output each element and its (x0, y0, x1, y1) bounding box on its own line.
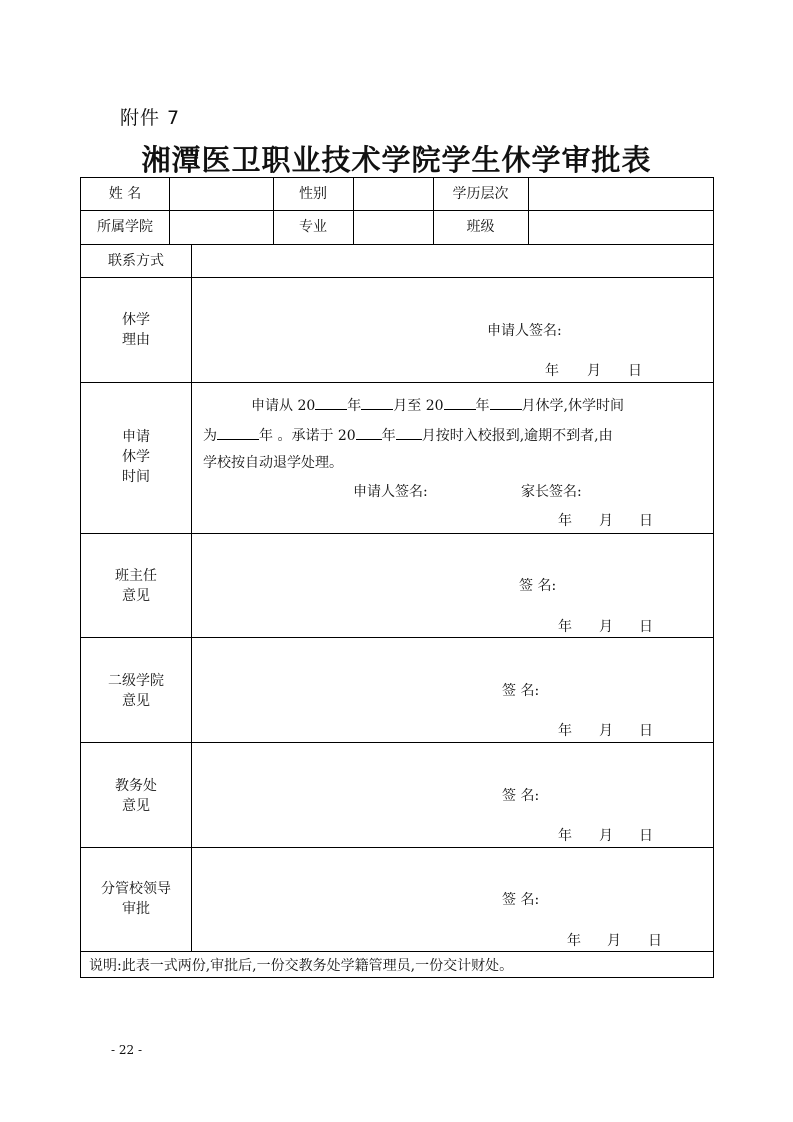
date-year-label: 年 (545, 363, 559, 379)
date-year-label: 年 (558, 619, 572, 635)
date-month-label: 月 (607, 933, 621, 949)
leader-approval-label: 审批 (122, 901, 150, 917)
head-teacher-label: 班主任 (115, 568, 157, 584)
major-label: 专业 (299, 219, 327, 235)
date-month-label: 月 (599, 513, 613, 529)
approval-form-table (80, 177, 714, 978)
sentence-part: 年 (347, 398, 362, 414)
row-divider (81, 210, 713, 211)
date-day-label: 日 (639, 723, 653, 739)
contact-label: 联系方式 (108, 253, 164, 269)
date-month-label: 月 (599, 619, 613, 635)
date-year-label: 年 (558, 723, 572, 739)
college-opinion-label: 意见 (122, 693, 150, 709)
sentence-part: 年 (475, 398, 490, 414)
month-blank[interactable] (396, 425, 422, 440)
signature-label: 签 名: (519, 578, 557, 594)
form-note: 说明:此表一式两份,审批后,一份交教务处学籍管理员,一份交计财处。 (89, 958, 514, 974)
row-divider (81, 244, 713, 245)
name-label: 姓 名 (108, 186, 142, 202)
col-divider (191, 244, 192, 951)
col-divider (353, 178, 354, 244)
year-blank[interactable] (444, 395, 476, 410)
month-blank[interactable] (361, 395, 393, 410)
date-day-label: 日 (639, 619, 653, 635)
date-month-label: 月 (587, 363, 601, 379)
sentence-part: 月按时入校报到,逾期不到者,由 (421, 428, 613, 444)
row-divider (81, 951, 713, 952)
academic-office-label: 意见 (122, 798, 150, 814)
college-opinion-label: 二级学院 (108, 673, 164, 689)
signature-label: 签 名: (502, 683, 540, 699)
head-teacher-label: 意见 (122, 588, 150, 604)
year-blank[interactable] (356, 425, 382, 440)
time-label: 申请 (122, 429, 150, 445)
parent-signature-label: 家长签名: (521, 484, 582, 500)
gender-label: 性别 (299, 186, 327, 202)
form-title: 湘潭医卫职业技术学院学生休学审批表 (141, 143, 652, 177)
leave-period-sentence (251, 395, 624, 414)
page-number: - 22 - (110, 1043, 142, 1057)
month-blank[interactable] (490, 395, 522, 410)
row-divider (81, 277, 713, 278)
date-year-label: 年 (567, 933, 581, 949)
duration-blank[interactable] (217, 425, 259, 440)
sentence-part: 申请从 20 (251, 398, 316, 414)
sentence-part: 年 。承诺于 20 (259, 428, 356, 444)
sentence-part: 年 (381, 428, 396, 444)
leader-approval-label: 分管校领导 (101, 881, 171, 897)
attachment-label: 附件 7 (120, 107, 181, 129)
date-month-label: 月 (599, 828, 613, 844)
education-level-label: 学历层次 (452, 186, 509, 202)
sentence-part: 月至 20 (393, 398, 444, 414)
row-divider (81, 637, 713, 638)
return-promise-sentence (203, 425, 613, 444)
col-divider (528, 178, 529, 244)
row-divider (81, 533, 713, 534)
date-day-label: 日 (628, 363, 642, 379)
row-divider (81, 847, 713, 848)
reason-label: 理由 (122, 332, 150, 348)
auto-withdrawal-note: 学校按自动退学处理。 (203, 455, 343, 471)
date-year-label: 年 (558, 513, 572, 529)
academic-office-label: 教务处 (115, 778, 157, 794)
class-label: 班级 (466, 219, 495, 235)
col-divider (169, 178, 170, 244)
time-label: 时间 (122, 469, 150, 485)
college-label: 所属学院 (97, 219, 153, 235)
year-blank[interactable] (315, 395, 347, 410)
sentence-part: 月休学,休学时间 (521, 398, 624, 414)
date-year-label: 年 (558, 828, 572, 844)
applicant-signature-label: 申请人签名: (353, 484, 428, 500)
row-divider (81, 742, 713, 743)
signature-label: 签 名: (502, 788, 540, 804)
date-month-label: 月 (599, 723, 613, 739)
date-day-label: 日 (639, 513, 653, 529)
row-divider (81, 382, 713, 383)
date-day-label: 日 (639, 828, 653, 844)
applicant-signature-label: 申请人签名: (487, 323, 562, 339)
signature-label: 签 名: (502, 892, 540, 908)
time-label: 休学 (122, 449, 150, 465)
sentence-part: 为 (203, 428, 217, 444)
reason-label: 休学 (122, 312, 150, 328)
date-day-label: 日 (648, 933, 662, 949)
